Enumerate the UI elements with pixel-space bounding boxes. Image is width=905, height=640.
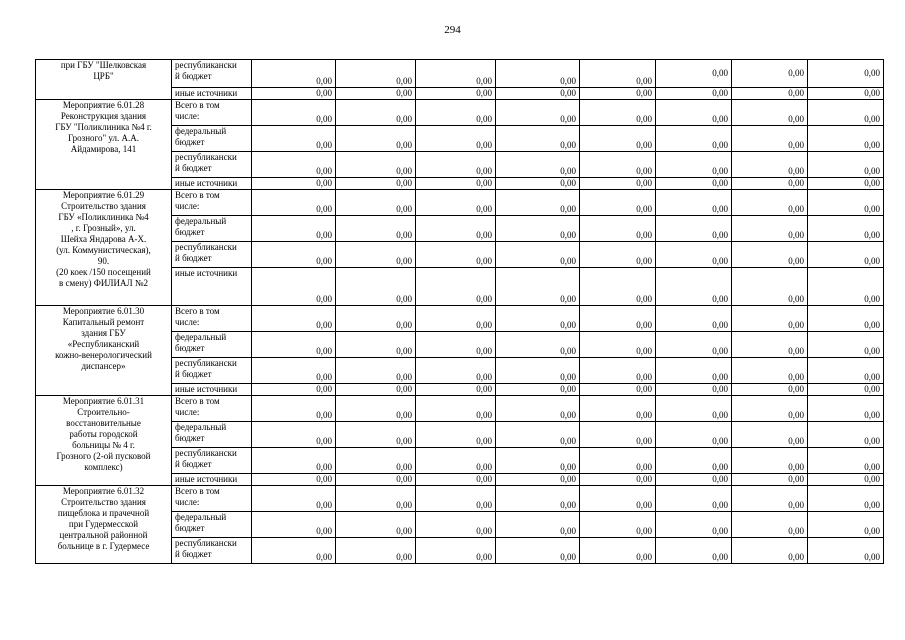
amount-cell: 0,00 [656, 60, 732, 88]
table-row [36, 486, 884, 512]
funding-source-cell: иные источники [172, 178, 252, 190]
amount-cell: 0,00 [336, 448, 416, 474]
amount-cell: 0,00 [416, 126, 496, 152]
amount-cell: 0,00 [808, 486, 884, 512]
amount-cell: 0,00 [336, 60, 416, 88]
amount-cell: 0,00 [808, 396, 884, 422]
amount-cell: 0,00 [336, 216, 416, 242]
amount-cell: 0,00 [656, 384, 732, 396]
amount-cell: 0,00 [252, 448, 336, 474]
amount-cell: 0,00 [496, 358, 580, 384]
amount-cell: 0,00 [416, 422, 496, 448]
amount-cell: 0,00 [656, 100, 732, 126]
amount-cell: 0,00 [252, 306, 336, 332]
amount-cell: 0,00 [656, 358, 732, 384]
amount-cell: 0,00 [416, 486, 496, 512]
amount-cell: 0,00 [732, 396, 808, 422]
amount-cell: 0,00 [808, 60, 884, 88]
amount-cell: 0,00 [656, 422, 732, 448]
amount-cell: 0,00 [580, 100, 656, 126]
amount-cell: 0,00 [732, 60, 808, 88]
amount-cell: 0,00 [580, 152, 656, 178]
amount-cell: 0,00 [496, 448, 580, 474]
amount-cell: 0,00 [656, 190, 732, 216]
amount-cell: 0,00 [656, 306, 732, 332]
amount-cell: 0,00 [808, 306, 884, 332]
event-name-cell [36, 60, 172, 100]
amount-cell: 0,00 [808, 178, 884, 190]
amount-cell: 0,00 [416, 332, 496, 358]
amount-cell: 0,00 [252, 126, 336, 152]
amount-cell: 0,00 [496, 332, 580, 358]
funding-source-cell: федеральный бюджет [172, 332, 252, 358]
amount-cell: 0,00 [808, 422, 884, 448]
amount-cell: 0,00 [252, 178, 336, 190]
amount-cell: 0,00 [808, 474, 884, 486]
amount-cell: 0,00 [496, 100, 580, 126]
amount-cell: 0,00 [732, 332, 808, 358]
amount-cell: 0,00 [808, 538, 884, 564]
amount-cell: 0,00 [252, 190, 336, 216]
amount-cell: 0,00 [252, 384, 336, 396]
event-name-cell [36, 396, 172, 486]
amount-cell: 0,00 [252, 512, 336, 538]
amount-cell: 0,00 [656, 332, 732, 358]
event-name: Мероприятие 6.01.30 Капитальный ремонт здания ГБУ «Республиканский кожно-венерологический диспансер» [55, 306, 152, 371]
amount-cell: 0,00 [496, 60, 580, 88]
event-name: Мероприятие 6.01.28 Реконструкция здания ГБУ "Поликлиника №4 г. Грозного" ул. А.А. Айдамирова, 141 [55, 100, 152, 154]
amount-cell: 0,00 [580, 268, 656, 306]
amount-cell: 0,00 [336, 474, 416, 486]
amount-cell: 0,00 [732, 178, 808, 190]
amount-cell: 0,00 [580, 216, 656, 242]
amount-cell: 0,00 [252, 60, 336, 88]
amount-cell: 0,00 [808, 448, 884, 474]
amount-cell: 0,00 [580, 126, 656, 152]
amount-cell: 0,00 [580, 332, 656, 358]
amount-cell: 0,00 [336, 396, 416, 422]
amount-cell: 0,00 [416, 538, 496, 564]
amount-cell: 0,00 [496, 396, 580, 422]
amount-cell: 0,00 [496, 422, 580, 448]
amount-cell: 0,00 [732, 384, 808, 396]
amount-cell: 0,00 [656, 396, 732, 422]
amount-cell: 0,00 [580, 178, 656, 190]
amount-cell: 0,00 [416, 306, 496, 332]
amount-cell: 0,00 [580, 422, 656, 448]
funding-source-cell: Всего в том числе: [172, 190, 252, 216]
event-name: Мероприятие 6.01.29 Строительство здания ГБУ «Поликлиника №4 , г. Грозный», ул. Шейха Яндарова А-Х. (ул. Коммунистическая), 90. (20 коек /150 посещений в смену) ФИЛИАЛ №2 [56, 190, 151, 288]
funding-source-cell: иные источники [172, 384, 252, 396]
amount-cell: 0,00 [808, 358, 884, 384]
amount-cell: 0,00 [656, 448, 732, 474]
amount-cell: 0,00 [732, 216, 808, 242]
amount-cell: 0,00 [416, 60, 496, 88]
amount-cell: 0,00 [252, 538, 336, 564]
amount-cell: 0,00 [416, 178, 496, 190]
amount-cell: 0,00 [496, 126, 580, 152]
amount-cell: 0,00 [496, 216, 580, 242]
amount-cell: 0,00 [252, 396, 336, 422]
amount-cell: 0,00 [496, 178, 580, 190]
amount-cell: 0,00 [656, 268, 732, 306]
amount-cell: 0,00 [656, 216, 732, 242]
amount-cell: 0,00 [496, 512, 580, 538]
amount-cell: 0,00 [732, 100, 808, 126]
amount-cell: 0,00 [496, 88, 580, 100]
amount-cell: 0,00 [732, 474, 808, 486]
amount-cell: 0,00 [336, 100, 416, 126]
amount-cell: 0,00 [656, 512, 732, 538]
amount-cell: 0,00 [496, 242, 580, 268]
funding-source-cell: республикански й бюджет [172, 358, 252, 384]
amount-cell: 0,00 [580, 486, 656, 512]
funding-source-cell: иные источники [172, 88, 252, 100]
budget-table [35, 59, 884, 564]
amount-cell: 0,00 [580, 190, 656, 216]
amount-cell: 0,00 [656, 474, 732, 486]
amount-cell: 0,00 [496, 486, 580, 512]
amount-cell: 0,00 [732, 448, 808, 474]
amount-cell: 0,00 [416, 396, 496, 422]
funding-source-cell: республикански й бюджет [172, 538, 252, 564]
amount-cell: 0,00 [336, 358, 416, 384]
amount-cell: 0,00 [252, 242, 336, 268]
funding-source-cell: республикански й бюджет [172, 448, 252, 474]
amount-cell: 0,00 [416, 358, 496, 384]
amount-cell: 0,00 [336, 126, 416, 152]
amount-cell: 0,00 [656, 242, 732, 268]
amount-cell: 0,00 [336, 178, 416, 190]
amount-cell: 0,00 [732, 190, 808, 216]
amount-cell: 0,00 [808, 242, 884, 268]
amount-cell: 0,00 [580, 538, 656, 564]
amount-cell: 0,00 [336, 88, 416, 100]
amount-cell: 0,00 [416, 190, 496, 216]
amount-cell: 0,00 [252, 268, 336, 306]
amount-cell: 0,00 [808, 216, 884, 242]
amount-cell: 0,00 [416, 448, 496, 474]
amount-cell: 0,00 [336, 190, 416, 216]
funding-source-cell: республикански й бюджет [172, 242, 252, 268]
amount-cell: 0,00 [416, 474, 496, 486]
amount-cell: 0,00 [732, 126, 808, 152]
amount-cell: 0,00 [252, 332, 336, 358]
amount-cell: 0,00 [496, 190, 580, 216]
amount-cell: 0,00 [252, 152, 336, 178]
funding-source-cell: Всего в том числе: [172, 306, 252, 332]
amount-cell: 0,00 [416, 88, 496, 100]
amount-cell: 0,00 [808, 384, 884, 396]
amount-cell: 0,00 [656, 178, 732, 190]
amount-cell: 0,00 [336, 268, 416, 306]
amount-cell: 0,00 [416, 512, 496, 538]
table-row [36, 60, 884, 88]
amount-cell: 0,00 [336, 152, 416, 178]
amount-cell: 0,00 [336, 384, 416, 396]
amount-cell: 0,00 [656, 538, 732, 564]
amount-cell: 0,00 [252, 486, 336, 512]
amount-cell: 0,00 [732, 306, 808, 332]
amount-cell: 0,00 [252, 422, 336, 448]
amount-cell: 0,00 [252, 216, 336, 242]
amount-cell: 0,00 [808, 512, 884, 538]
funding-source-cell: федеральный бюджет [172, 512, 252, 538]
amount-cell: 0,00 [656, 486, 732, 512]
amount-cell: 0,00 [656, 152, 732, 178]
amount-cell: 0,00 [580, 384, 656, 396]
event-name-cell [36, 100, 172, 190]
amount-cell: 0,00 [496, 306, 580, 332]
amount-cell: 0,00 [732, 358, 808, 384]
funding-source-cell: республикански й бюджет [172, 60, 252, 88]
table-row [36, 100, 884, 126]
amount-cell: 0,00 [416, 384, 496, 396]
amount-cell: 0,00 [496, 538, 580, 564]
amount-cell: 0,00 [808, 152, 884, 178]
amount-cell: 0,00 [496, 152, 580, 178]
amount-cell: 0,00 [808, 190, 884, 216]
amount-cell: 0,00 [732, 268, 808, 306]
amount-cell: 0,00 [580, 60, 656, 88]
funding-source-cell: республикански й бюджет [172, 152, 252, 178]
amount-cell: 0,00 [252, 358, 336, 384]
amount-cell: 0,00 [808, 126, 884, 152]
amount-cell: 0,00 [496, 268, 580, 306]
amount-cell: 0,00 [580, 358, 656, 384]
amount-cell: 0,00 [656, 126, 732, 152]
amount-cell: 0,00 [580, 474, 656, 486]
amount-cell: 0,00 [580, 242, 656, 268]
amount-cell: 0,00 [732, 242, 808, 268]
amount-cell: 0,00 [580, 448, 656, 474]
funding-source-cell: федеральный бюджет [172, 422, 252, 448]
amount-cell: 0,00 [732, 538, 808, 564]
amount-cell: 0,00 [808, 332, 884, 358]
funding-source-cell: Всего в том числе: [172, 396, 252, 422]
amount-cell: 0,00 [580, 306, 656, 332]
amount-cell: 0,00 [732, 422, 808, 448]
amount-cell: 0,00 [336, 422, 416, 448]
amount-cell: 0,00 [732, 486, 808, 512]
amount-cell: 0,00 [732, 152, 808, 178]
amount-cell: 0,00 [656, 88, 732, 100]
amount-cell: 0,00 [416, 268, 496, 306]
amount-cell: 0,00 [580, 396, 656, 422]
amount-cell: 0,00 [732, 512, 808, 538]
table-row [36, 396, 884, 422]
amount-cell: 0,00 [252, 88, 336, 100]
amount-cell: 0,00 [808, 88, 884, 100]
event-name-cell [36, 190, 172, 306]
funding-source-cell: иные источники [172, 474, 252, 486]
amount-cell: 0,00 [336, 512, 416, 538]
amount-cell: 0,00 [580, 512, 656, 538]
amount-cell: 0,00 [416, 152, 496, 178]
amount-cell: 0,00 [416, 216, 496, 242]
amount-cell: 0,00 [336, 242, 416, 268]
amount-cell: 0,00 [416, 100, 496, 126]
funding-source-cell: федеральный бюджет [172, 126, 252, 152]
amount-cell: 0,00 [252, 474, 336, 486]
amount-cell: 0,00 [496, 384, 580, 396]
event-name-cell [36, 486, 172, 564]
amount-cell: 0,00 [808, 268, 884, 306]
event-name: при ГБУ "Шелковская ЦРБ" [60, 60, 147, 81]
funding-source-cell: Всего в том числе: [172, 100, 252, 126]
amount-cell: 0,00 [496, 474, 580, 486]
funding-source-cell: федеральный бюджет [172, 216, 252, 242]
table-row [36, 306, 884, 332]
event-name-cell [36, 306, 172, 396]
event-name: Мероприятие 6.01.31 Строительно- восстановительные работы городской больницы № 4 г. Грозного (2-ой пусковой комплекс) [56, 396, 151, 472]
table-row [36, 190, 884, 216]
amount-cell: 0,00 [252, 100, 336, 126]
amount-cell: 0,00 [732, 88, 808, 100]
amount-cell: 0,00 [808, 100, 884, 126]
funding-source-cell: Всего в том числе: [172, 486, 252, 512]
amount-cell: 0,00 [580, 88, 656, 100]
amount-cell: 0,00 [336, 306, 416, 332]
amount-cell: 0,00 [336, 332, 416, 358]
page-number: 294 [444, 24, 461, 36]
event-name: Мероприятие 6.01.32 Строительство здания пищеблока и прачечной при Гудермесской центральной районной больнице в г. Гудермесе [57, 486, 150, 551]
amount-cell: 0,00 [336, 538, 416, 564]
amount-cell: 0,00 [416, 242, 496, 268]
funding-source-cell: иные источники [172, 268, 252, 306]
amount-cell: 0,00 [336, 486, 416, 512]
